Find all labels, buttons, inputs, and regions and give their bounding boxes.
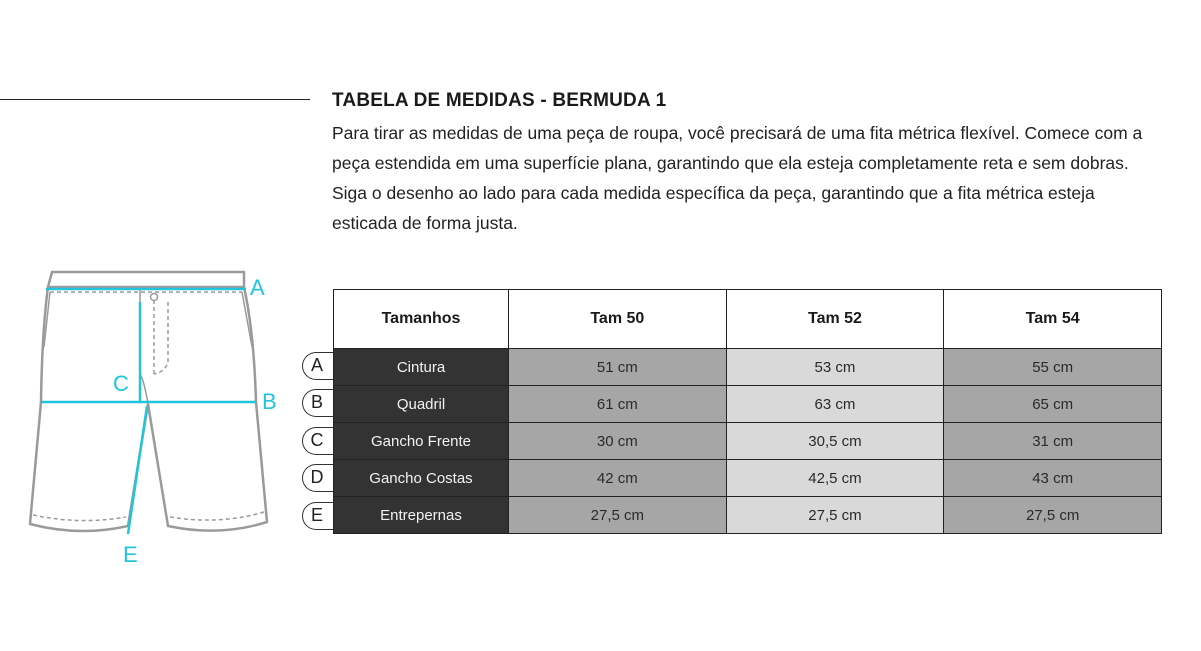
label-a: A bbox=[250, 275, 265, 300]
value-cell: 63 cm bbox=[726, 386, 944, 423]
value-cell: 27,5 cm bbox=[944, 497, 1162, 534]
value-cell: 27,5 cm bbox=[726, 497, 944, 534]
measure-name: Cintura bbox=[334, 349, 509, 386]
page-title: TABELA DE MEDIDAS - BERMUDA 1 bbox=[332, 90, 667, 111]
measure-line-e bbox=[128, 406, 147, 534]
value-cell: 65 cm bbox=[944, 386, 1162, 423]
table-row bbox=[334, 460, 1162, 497]
table-row bbox=[334, 423, 1162, 460]
measure-name: Entrepernas bbox=[334, 497, 509, 534]
value-cell: 31 cm bbox=[944, 423, 1162, 460]
label-c: C bbox=[113, 371, 129, 396]
table-row bbox=[334, 386, 1162, 423]
label-b: B bbox=[262, 389, 277, 414]
value-cell: 27,5 cm bbox=[509, 497, 727, 534]
measure-name: Quadril bbox=[334, 386, 509, 423]
shorts-diagram bbox=[20, 262, 290, 567]
value-cell: 30,5 cm bbox=[726, 423, 944, 460]
instructions-text: Para tirar as medidas de uma peça de roupa, você precisará de uma fita métrica flexível. Comece com a peça estendida em uma superfície plana, garantindo que ela esteja completamente reta e sem dobras. Siga o desenho ao lado para cada medida específica da peça, garantindo que a fita métrica esteja esticada de forma justa. bbox=[332, 123, 1143, 233]
measure-name: Gancho Costas bbox=[334, 460, 509, 497]
header-tam-50: Tam 50 bbox=[509, 290, 727, 349]
value-cell: 42,5 cm bbox=[726, 460, 944, 497]
measure-name: Gancho Frente bbox=[334, 423, 509, 460]
shorts-outline bbox=[30, 287, 267, 531]
table-header-row bbox=[334, 290, 1162, 349]
row-letter-c: C bbox=[302, 427, 335, 455]
size-table bbox=[333, 289, 1162, 534]
row-letter-e: E bbox=[302, 502, 335, 530]
waistband-outline bbox=[48, 272, 244, 287]
value-cell: 30 cm bbox=[509, 423, 727, 460]
value-cell: 51 cm bbox=[509, 349, 727, 386]
value-cell: 42 cm bbox=[509, 460, 727, 497]
value-cell: 43 cm bbox=[944, 460, 1162, 497]
table-row bbox=[334, 349, 1162, 386]
row-letter-d: D bbox=[302, 464, 335, 492]
header-sizes: Tamanhos bbox=[334, 290, 509, 349]
header-tam-52: Tam 52 bbox=[726, 290, 944, 349]
value-cell: 53 cm bbox=[726, 349, 944, 386]
row-letter-b: B bbox=[302, 389, 335, 417]
label-e: E bbox=[123, 542, 138, 567]
row-letter-a: A bbox=[302, 352, 335, 380]
value-cell: 61 cm bbox=[509, 386, 727, 423]
table-row bbox=[334, 497, 1162, 534]
header-tam-54: Tam 54 bbox=[944, 290, 1162, 349]
decorative-rule bbox=[0, 99, 310, 100]
value-cell: 55 cm bbox=[944, 349, 1162, 386]
